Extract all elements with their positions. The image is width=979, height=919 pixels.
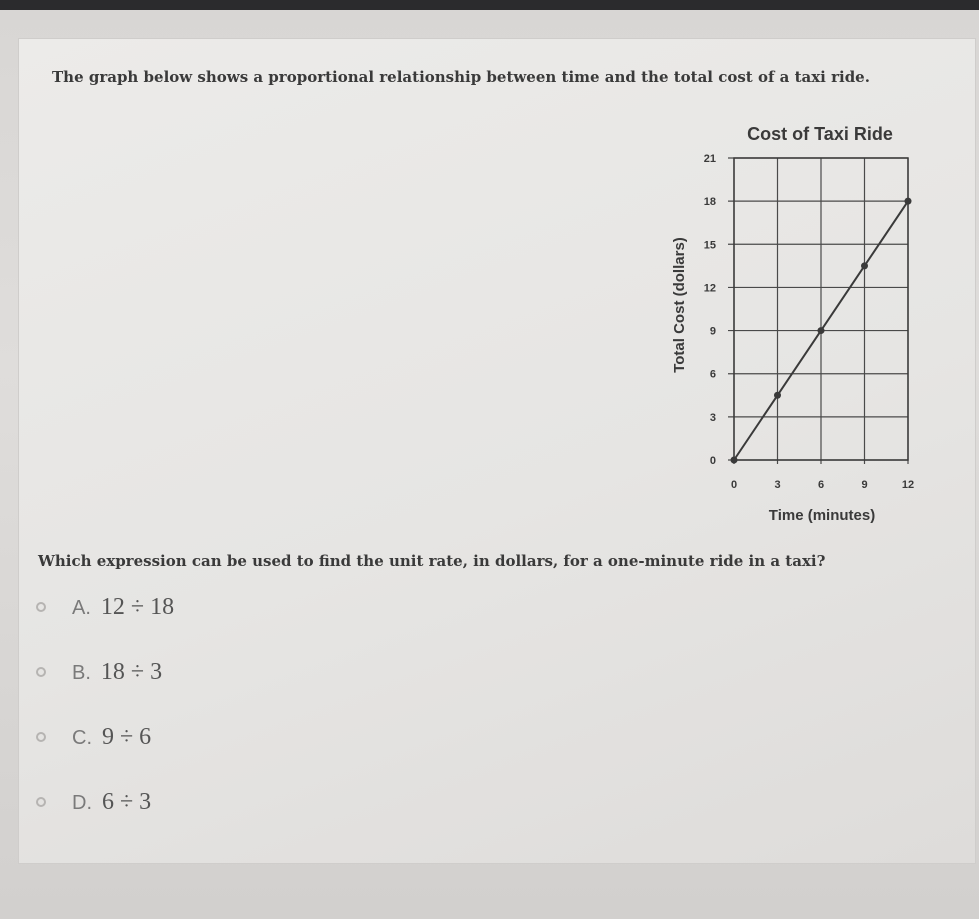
choice-a[interactable] [36, 594, 174, 621]
taxi-cost-chart [650, 110, 940, 530]
chart-grid [728, 158, 908, 464]
choice-c-letter: C. [72, 727, 92, 749]
y-tick-label: 21 [703, 153, 716, 165]
data-point [905, 198, 912, 205]
question-prompt: The graph below shows a proportional relationship between time and the total cost of a taxi ride. [52, 68, 870, 86]
radio-button-b[interactable] [36, 667, 46, 677]
data-point [774, 392, 781, 399]
x-tick-label: 9 [861, 479, 868, 491]
data-point [818, 327, 825, 334]
y-axis-title: Total Cost (dollars) [671, 237, 688, 373]
radio-button-c[interactable] [36, 732, 46, 742]
chart-title: Cost of Taxi Ride [747, 124, 893, 144]
choice-c-expression: 9 ÷ 6 [102, 724, 152, 750]
browser-top-bar [0, 0, 979, 10]
y-tick-label: 6 [709, 368, 716, 381]
x-axis-title: Time (minutes) [768, 507, 876, 524]
choice-a-expression: 12 ÷ 18 [100, 594, 175, 620]
choice-b-letter: B. [72, 662, 91, 684]
y-axis-ticks [704, 153, 716, 467]
data-point [731, 457, 738, 464]
x-axis-ticks [731, 479, 914, 491]
choice-d-letter: D. [72, 792, 92, 814]
choice-c[interactable] [36, 724, 151, 751]
question-sub-prompt: Which expression can be used to find the unit rate, in dollars, for a one-minute ride in a taxi? [38, 552, 826, 570]
choice-a-letter: A. [72, 597, 91, 619]
choice-b[interactable] [36, 659, 162, 686]
x-tick-label: 12 [901, 479, 915, 491]
x-tick-label: 0 [730, 479, 738, 491]
data-point [861, 262, 868, 269]
radio-button-d[interactable] [36, 797, 46, 807]
y-tick-label: 0 [709, 455, 716, 467]
y-tick-label: 15 [703, 239, 716, 252]
y-tick-label: 18 [703, 196, 716, 209]
x-tick-label: 3 [774, 479, 781, 491]
radio-button-a[interactable] [36, 602, 46, 612]
choice-d[interactable] [36, 789, 151, 816]
y-tick-label: 3 [709, 411, 716, 424]
x-tick-label: 6 [817, 479, 825, 491]
choice-d-expression: 6 ÷ 3 [102, 789, 152, 815]
y-tick-label: 12 [703, 282, 716, 295]
choice-b-expression: 18 ÷ 3 [100, 659, 163, 685]
y-tick-label: 9 [709, 325, 716, 338]
